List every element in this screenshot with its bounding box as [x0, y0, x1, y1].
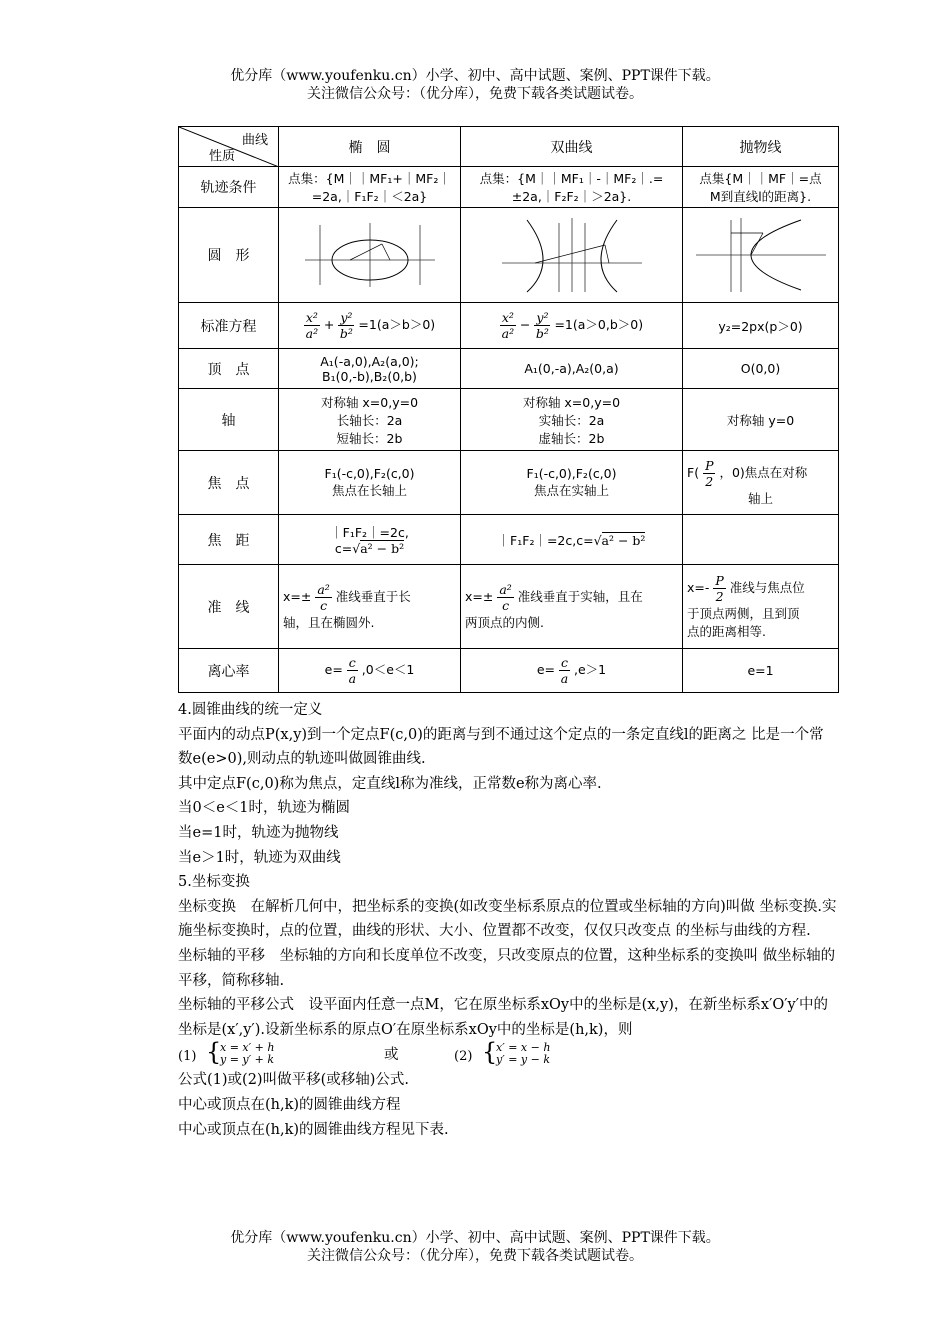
frac-c-a: $\frac{c}{a}$ [348, 655, 357, 686]
locus-parabola-line2: M到直线l的距离}. [709, 189, 812, 204]
parabola-graph-cell [683, 208, 839, 303]
frac-y2-b2: $\frac{\text{y²}}{\text{b²}}$ [535, 310, 549, 341]
focus-parabola-pre: F( [687, 465, 700, 480]
conic-properties-table [178, 126, 839, 693]
focus-ellipse-line2: 焦点在长轴上 [331, 483, 407, 498]
directrix-hyperbola-post: 准线垂直于实轴，且在 [517, 589, 643, 604]
ecc-ellipse-pre: e= [324, 662, 343, 677]
sqrt-expression: √a² − b² [593, 532, 646, 548]
formula-2 [496, 1042, 550, 1066]
col-header-ellipse: 椭 圆 [279, 127, 461, 167]
directrix-hyperbola [461, 565, 683, 649]
axis-ellipse [279, 389, 461, 451]
directrix-hyperbola-line2: 两顶点的内侧. [465, 615, 544, 630]
table-row [179, 303, 839, 349]
axis-hyperbola-line1: 对称轴 x=0,y=0 [522, 394, 621, 410]
vertex-ellipse-line1: A₁(-a,0),A₂(a,0); [320, 353, 419, 369]
frac-x2-a2: $\frac{\text{x²}}{\text{a²}}$ [305, 310, 319, 341]
col-header-parabola: 抛物线 [683, 127, 839, 167]
axis-ellipse-line2: 长轴长：2a [336, 412, 403, 428]
ellipse-graph-cell [279, 208, 461, 303]
ecc-hyperbola-post: ,e＞1 [574, 662, 607, 677]
focal-ellipse [279, 515, 461, 565]
table-header-row [179, 127, 839, 167]
ecc-hyperbola-pre: e= [536, 662, 556, 677]
focus-hyperbola-line2: 焦点在实轴上 [533, 483, 609, 498]
formula-2-line-1: x′ = x − h [496, 1041, 551, 1055]
row-label-axis: 轴 [179, 389, 279, 451]
locus-ellipse-line2: =2a,｜F₁F₂｜＜2a} [311, 189, 428, 204]
formula-1-line-1: x = x′ + h [220, 1041, 275, 1055]
directrix-ellipse-line2: 轴，且在椭圆外. [283, 615, 375, 630]
focal-ellipse-line1: ｜F₁F₂｜=2c, [330, 525, 409, 540]
axis-parabola: 对称轴 y=0 [683, 389, 839, 451]
focal-hyperbola-text: ｜F₁F₂｜=2c,c= [497, 532, 594, 548]
header-line-2: 关注微信公众号：（优分库），免费下载各类试题试卷。 [307, 86, 643, 102]
header-line-1: 优分库（www.youfenku.cn）小学、初中、高中试题、案例、PPT课件下载。 [230, 68, 720, 84]
focal-ellipse-line2: c= [334, 541, 353, 556]
equation-hyperbola [461, 303, 683, 349]
locus-parabola-line1: 点集{M｜｜MF｜=点 [699, 171, 822, 186]
table-row [179, 389, 839, 451]
frac-c-a: $\frac{c}{a}$ [560, 655, 569, 686]
ecc-ellipse-post: ,0＜e＜1 [361, 662, 415, 677]
focal-parabola [683, 515, 839, 565]
focus-parabola-post: ，0)焦点在对称 [719, 465, 808, 480]
brace-2: { [482, 1038, 498, 1067]
frac-p-2: $\frac{P}{2}$ [715, 573, 724, 604]
locus-hyperbola-line1: 点集：{M｜｜MF₁｜-｜MF₂｜.= [479, 171, 664, 186]
minus-sign: − [519, 317, 531, 332]
frac-a2-c: $\frac{\text{a²}}{c}$ [317, 582, 330, 613]
row-label-vertex: 顶 点 [179, 349, 279, 389]
section-4-paragraph-3: 当0＜e＜1时，轨迹为椭圆 [178, 800, 351, 817]
focus-parabola-line2: 轴上 [747, 491, 773, 506]
equation-ellipse-tail: =1(a＞b＞0) [358, 317, 436, 332]
corner-top-label: 曲线 [241, 133, 268, 148]
focus-parabola [683, 451, 839, 515]
locus-hyperbola [461, 167, 683, 208]
formula-1-line-2: y = y′ + k [220, 1053, 275, 1067]
axis-hyperbola-line2: 实轴长：2a [538, 412, 605, 428]
body-text [178, 698, 838, 1142]
locus-ellipse [279, 167, 461, 208]
directrix-parabola [683, 565, 839, 649]
focus-ellipse-line1: F₁(-c,0),F₂(c,0) [324, 466, 415, 481]
focal-hyperbola [461, 515, 683, 565]
directrix-ellipse [279, 565, 461, 649]
table-row [179, 649, 839, 693]
section-4-paragraph-5: 当e＞1时，轨迹为双曲线 [178, 849, 341, 866]
section-5-title: 5.坐标变换 [178, 874, 250, 891]
frac-y2-b2: $\frac{\text{y²}}{\text{b²}}$ [339, 310, 353, 341]
row-label-graph: 圆 形 [179, 208, 279, 303]
plus-sign: + [323, 317, 335, 332]
section-4-title: 4.圆锥曲线的统一定义 [178, 702, 323, 718]
ellipse-graph [300, 220, 440, 290]
equation-ellipse [279, 303, 461, 349]
page-footer [0, 1229, 950, 1265]
hyperbola-graph-cell [461, 208, 683, 303]
table-row [179, 167, 839, 208]
directrix-parabola-line2: 于顶点两侧，且到顶 [687, 606, 800, 621]
section-4-paragraph-4: 当e=1时，轨迹为抛物线 [178, 824, 339, 841]
directrix-parabola-pre: x=- [687, 580, 710, 595]
row-label-eccentricity: 离心率 [179, 649, 279, 693]
frac-p-2: $\frac{P}{2}$ [705, 458, 714, 489]
row-label-locus: 轨迹条件 [179, 167, 279, 208]
formula-2-label: (2) [454, 1049, 473, 1065]
axis-hyperbola [461, 389, 683, 451]
axis-ellipse-line1: 对称轴 x=0,y=0 [320, 394, 419, 410]
frac-x2-a2: $\frac{\text{x²}}{\text{a²}}$ [501, 310, 515, 341]
table-row [179, 208, 839, 303]
section-5-paragraph-3: 坐标轴的平移公式 设平面内任意一点M，它在原坐标系xOy中的坐标是(x,y)，在新坐标系x′O′y′中的坐标是(x′,y′).设新坐标系的原点O′在原坐标系xOy中的坐标是(h,k)，则 [178, 997, 829, 1038]
formula-2-line-2: y′ = y − k [496, 1053, 551, 1067]
sqrt-expression: √a² − b² [352, 541, 405, 556]
locus-ellipse-line1: 点集：{M｜｜MF₁+｜MF₂｜ [288, 171, 451, 186]
axis-hyperbola-line3: 虚轴长：2b [538, 430, 605, 446]
formula-1-label: (1) [178, 1049, 197, 1065]
formula-1 [220, 1042, 274, 1066]
directrix-ellipse-pre: x=± [283, 589, 312, 604]
footer-line-1: 优分库（www.youfenku.cn）小学、初中、高中试题、案例、PPT课件下载。 [230, 1230, 720, 1246]
equation-hyperbola-tail: =1(a＞0,b＞0) [554, 317, 644, 332]
table-row [179, 515, 839, 565]
parabola-graph [691, 215, 831, 295]
directrix-parabola-post: 准线与焦点位 [729, 580, 805, 595]
directrix-hyperbola-pre: x=± [465, 589, 494, 604]
frac-a2-c: $\frac{\text{a²}}{c}$ [499, 582, 512, 613]
row-label-focus: 焦 点 [179, 451, 279, 515]
section-5-paragraph-5: 中心或顶点在(h,k)的圆锥曲线方程 [178, 1096, 401, 1113]
formula-or: 或 [384, 1047, 399, 1064]
section-4-paragraph-1: 平面内的动点P(x,y)到一个定点F(c,0)的距离与到不通过这个定点的一条定直线l的距离之 比是一个常数e(e>0),则动点的轨迹叫做圆锥曲线. [178, 726, 824, 768]
focus-ellipse [279, 451, 461, 515]
vertex-ellipse [279, 349, 461, 389]
translation-formulas [178, 1038, 838, 1068]
section-5-paragraph-4: 公式(1)或(2)叫做平移(或移轴)公式. [178, 1072, 410, 1089]
vertex-ellipse-line2: B₁(0,-b),B₂(0,b) [322, 368, 417, 384]
table-corner-cell [179, 127, 279, 167]
focus-hyperbola-line1: F₁(-c,0),F₂(c,0) [526, 466, 617, 481]
section-5-paragraph-1: 坐标变换 在解析几何中，把坐标系的变换(如改变坐标系原点的位置或坐标轴的方向)叫做 坐标变换.实施坐标变换时，点的位置，曲线的形状、大小、位置都不改变，仅仅只改变点 的坐标与曲线的方程. [178, 898, 837, 940]
vertex-hyperbola: A₁(0,-a),A₂(0,a) [461, 349, 683, 389]
axis-ellipse-line3: 短轴长：2b [336, 430, 403, 446]
section-5-paragraph-2: 坐标轴的平移 坐标轴的方向和长度单位不改变，只改变原点的位置，这种坐标系的变换叫 做坐标轴的平移，简称移轴. [178, 947, 836, 989]
row-label-focal: 焦 距 [179, 515, 279, 565]
row-label-equation: 标准方程 [179, 303, 279, 349]
directrix-ellipse-post: 准线垂直于长 [335, 589, 411, 604]
equation-parabola: y₂=2px(p＞0) [683, 303, 839, 349]
hyperbola-graph [497, 215, 647, 295]
col-header-hyperbola: 双曲线 [461, 127, 683, 167]
locus-hyperbola-line2: ±2a,｜F₂F₂｜＞2a}. [511, 189, 632, 204]
table-row [179, 565, 839, 649]
corner-bottom-label: 性质 [209, 149, 236, 164]
eccentricity-ellipse [279, 649, 461, 693]
eccentricity-parabola: e=1 [683, 649, 839, 693]
footer-line-2: 关注微信公众号：（优分库），免费下载各类试题试卷。 [307, 1248, 643, 1264]
focus-hyperbola [461, 451, 683, 515]
directrix-parabola-line3: 点的距离相等. [687, 624, 766, 639]
locus-parabola [683, 167, 839, 208]
page-header [0, 67, 950, 103]
vertex-parabola: O(0,0) [683, 349, 839, 389]
brace-1: { [206, 1038, 222, 1067]
table-row [179, 349, 839, 389]
section-5-paragraph-6: 中心或顶点在(h,k)的圆锥曲线方程见下表. [178, 1121, 449, 1138]
section-4-paragraph-2: 其中定点F(c,0)称为焦点，定直线l称为准线，正常数e称为离心率. [178, 775, 602, 792]
eccentricity-hyperbola [461, 649, 683, 693]
row-label-directrix: 准 线 [179, 565, 279, 649]
table-row [179, 451, 839, 515]
